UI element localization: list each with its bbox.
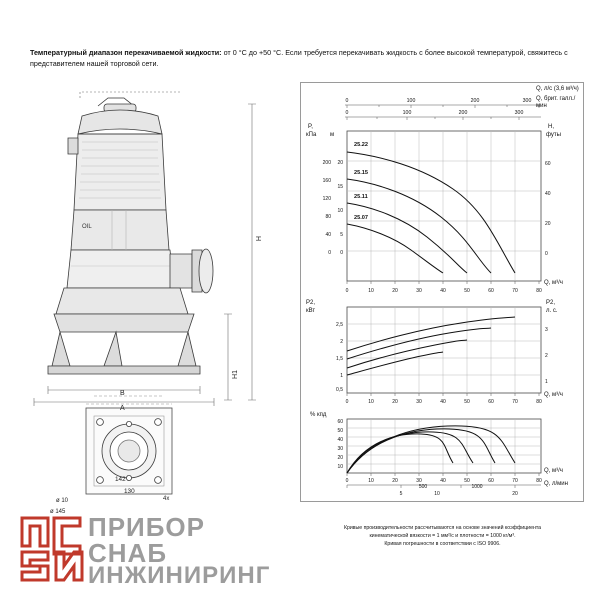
- svg-text:1000: 1000: [471, 484, 483, 490]
- performance-curves-svg: [301, 83, 581, 499]
- hole-diameter-label: ø 10: [56, 498, 69, 504]
- svg-text:100: 100: [402, 110, 412, 116]
- svg-text:1: 1: [545, 379, 548, 385]
- head-axis-p: P,: [308, 124, 313, 130]
- svg-text:70: 70: [512, 288, 518, 294]
- curve-label-25-07: 25.07: [354, 215, 368, 221]
- svg-text:10: 10: [337, 208, 343, 214]
- svg-text:30: 30: [416, 288, 422, 294]
- svg-text:120: 120: [322, 196, 331, 202]
- q-label-power: Q, м³/ч: [544, 392, 563, 398]
- dim-H: H: [256, 236, 263, 242]
- temperature-note-rest: от 0 °C до +50 °C. Если требуется перекачивать жидкость с более высокой температурой, свяжитесь с представителем нашей торговой сети.: [30, 48, 568, 68]
- svg-text:0: 0: [345, 399, 349, 405]
- svg-text:10: 10: [368, 399, 374, 405]
- flange-inner-label: 130: [124, 488, 135, 495]
- svg-text:50: 50: [337, 428, 343, 434]
- svg-text:40: 40: [440, 288, 446, 294]
- chart-footnote: [300, 524, 585, 548]
- svg-text:2: 2: [545, 353, 548, 359]
- svg-text:80: 80: [325, 214, 331, 220]
- logo-text-line3: ИНЖИНИРИНГ: [88, 562, 271, 589]
- svg-text:20: 20: [392, 399, 398, 405]
- svg-text:60: 60: [488, 478, 494, 484]
- curve-label-25-15: 25.15: [354, 170, 368, 176]
- svg-text:300: 300: [522, 98, 532, 104]
- svg-text:2: 2: [340, 339, 343, 345]
- svg-text:70: 70: [512, 399, 518, 405]
- svg-text:1,5: 1,5: [336, 356, 343, 362]
- svg-text:40: 40: [440, 399, 446, 405]
- svg-text:40: 40: [545, 191, 551, 197]
- svg-text:100: 100: [406, 98, 416, 104]
- svg-text:60: 60: [545, 161, 551, 167]
- head-axis-kpa: кПа: [306, 132, 317, 138]
- svg-text:3: 3: [545, 327, 548, 333]
- svg-text:20: 20: [392, 478, 398, 484]
- svg-text:20: 20: [545, 221, 551, 227]
- svg-text:15: 15: [337, 184, 343, 190]
- svg-text:30: 30: [416, 399, 422, 405]
- pump-drawing-svg: [20, 78, 288, 508]
- svg-text:200: 200: [470, 98, 480, 104]
- svg-text:40: 40: [337, 437, 343, 443]
- head-axis-h: H,: [548, 124, 554, 130]
- svg-text:0: 0: [345, 478, 349, 484]
- svg-text:30: 30: [337, 446, 343, 452]
- curve-label-25-22: 25.22: [354, 142, 368, 148]
- pump-drawing-panel: [20, 78, 288, 515]
- flange-width-label: 142: [115, 476, 126, 483]
- power-axis-p2: P2,: [306, 300, 316, 306]
- svg-text:0: 0: [345, 288, 349, 294]
- svg-text:0: 0: [340, 250, 343, 256]
- q-label-head: Q, м³/ч: [544, 280, 563, 286]
- svg-text:500: 500: [418, 484, 428, 490]
- svg-text:80: 80: [536, 478, 542, 484]
- svg-text:40: 40: [325, 232, 331, 238]
- svg-text:0: 0: [345, 98, 349, 104]
- temperature-note: [30, 48, 575, 70]
- svg-text:50: 50: [464, 288, 470, 294]
- footnote-line-3: Кривая погрешности в соответствии с ISO 9906.: [384, 541, 501, 548]
- temperature-note-bold: Температурный диапазон перекачиваемой жидкости:: [30, 48, 222, 57]
- svg-text:50: 50: [464, 399, 470, 405]
- svg-text:50: 50: [464, 478, 470, 484]
- svg-text:60: 60: [488, 399, 494, 405]
- svg-text:OIL: OIL: [82, 224, 92, 230]
- logo-text-line2: СНАБ: [88, 538, 168, 568]
- bolt-circle-label: ø 145: [50, 509, 66, 515]
- svg-text:20: 20: [392, 288, 398, 294]
- svg-text:60: 60: [488, 288, 494, 294]
- svg-text:2,5: 2,5: [336, 322, 343, 328]
- logo-text-line1: ПРИБОР: [88, 512, 205, 542]
- q-label-lmin: Q, л/мин: [544, 481, 568, 487]
- svg-text:70: 70: [512, 478, 518, 484]
- footnote-line-1: Кривые производительности рассчитываются на основе значений коэффициента: [343, 525, 542, 531]
- svg-text:40: 40: [440, 478, 446, 484]
- power-axis-kw: кВт: [306, 308, 316, 314]
- svg-text:10: 10: [368, 288, 374, 294]
- svg-text:20: 20: [512, 491, 518, 497]
- svg-text:200: 200: [458, 110, 468, 116]
- svg-text:10: 10: [434, 491, 440, 497]
- svg-text:10: 10: [368, 478, 374, 484]
- head-axis-m: м: [330, 132, 335, 138]
- svg-text:0: 0: [345, 110, 349, 116]
- top-axis-label-gpm: Q, брит. галл./мин: [536, 96, 576, 109]
- svg-text:10: 10: [337, 464, 343, 470]
- svg-text:20: 20: [337, 455, 343, 461]
- dim-H1: H1: [232, 370, 239, 379]
- svg-text:80: 80: [536, 399, 542, 405]
- curve-label-25-11: 25.11: [354, 194, 368, 200]
- svg-text:300: 300: [514, 110, 524, 116]
- power-axis-p2-hp: P2,: [546, 300, 556, 306]
- chart-frame: [300, 82, 584, 502]
- svg-text:5: 5: [399, 491, 403, 497]
- svg-text:0: 0: [328, 250, 331, 256]
- svg-text:60: 60: [337, 419, 343, 425]
- svg-text:20: 20: [337, 160, 343, 166]
- footnote-line-2: кинематической вязкости = 1 мм²/с и плотности = 1000 кг/м³.: [369, 533, 516, 540]
- svg-text:0,5: 0,5: [336, 387, 343, 393]
- svg-text:80: 80: [536, 288, 542, 294]
- top-axis-label-ls: Q, л/с (3,6 м³/ч): [536, 86, 579, 92]
- logo-mark-icon: [18, 512, 88, 584]
- dim-A: A: [120, 405, 125, 412]
- svg-text:1: 1: [340, 373, 343, 379]
- q-label-eff: Q, м³/ч: [544, 468, 563, 474]
- power-axis-hp: л. с.: [546, 308, 558, 314]
- efficiency-axis-label: % кпд: [310, 412, 327, 418]
- dim-B: B: [120, 390, 125, 397]
- svg-text:5: 5: [340, 232, 343, 238]
- head-axis-ft: футы: [546, 132, 561, 138]
- svg-text:160: 160: [322, 178, 331, 184]
- svg-text:200: 200: [322, 160, 331, 166]
- svg-text:30: 30: [416, 478, 422, 484]
- hole-count-label: 4x: [163, 496, 170, 502]
- performance-chart-panel: [300, 82, 582, 512]
- svg-text:0: 0: [545, 251, 548, 257]
